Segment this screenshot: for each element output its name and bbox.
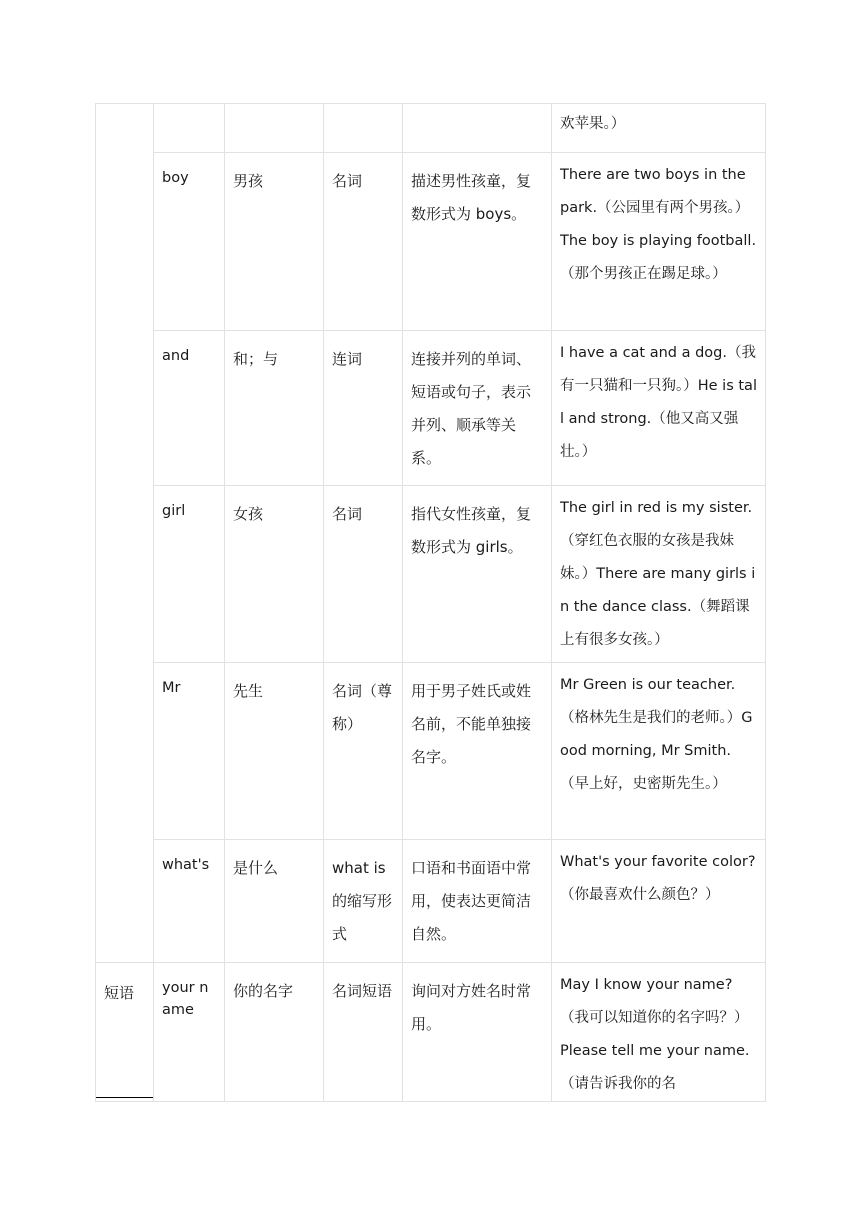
example-cell: I have a cat and a dog.（我有一只猫和一只狗。）He is tall and strong.（他又高又强壮。）: [552, 331, 766, 486]
meaning-cell: 男孩: [225, 153, 324, 331]
usage-cell: 连接并列的单词、短语或句子，表示并列、顺承等关系。: [403, 331, 552, 486]
example-cell: Mr Green is our teacher.（格林先生是我们的老师。）Good morning, Mr Smith.（早上好，史密斯先生。）: [552, 663, 766, 840]
meaning-cell: 是什么: [225, 840, 324, 963]
word-cell: your name: [154, 963, 225, 1102]
usage-cell: 口语和书面语中常用，使表达更简洁自然。: [403, 840, 552, 963]
usage-cell: 指代女性孩童，复数形式为 girls。: [403, 486, 552, 663]
pos-cell: 名词（尊称）: [324, 663, 403, 840]
word-cell: boy: [154, 153, 225, 331]
meaning-cell: 和；与: [225, 331, 324, 486]
meaning-cell: 你的名字: [225, 963, 324, 1102]
word-cell: what's: [154, 840, 225, 963]
table-row: [96, 963, 766, 1102]
word-cell: [154, 104, 225, 153]
table-row: [96, 840, 766, 963]
example-cell: May I know your name?（我可以知道你的名字吗？）Please tell me your name.（请告诉我你的名: [552, 963, 766, 1102]
table-row: [96, 331, 766, 486]
table-row: [96, 663, 766, 840]
example-cell: The girl in red is my sister.（穿红色衣服的女孩是我妹妹。）There are many girls in the dance class.（舞蹈课上有很多女孩。）: [552, 486, 766, 663]
usage-cell: 用于男子姓氏或姓名前，不能单独接名字。: [403, 663, 552, 840]
usage-cell: 询问对方姓名时常用。: [403, 963, 552, 1102]
category-cell-phrases: 短语: [96, 963, 154, 1102]
example-cell: There are two boys in the park.（公园里有两个男孩。）The boy is playing football.（那个男孩正在踢足球。）: [552, 153, 766, 331]
example-cell: What's your favorite color?（你最喜欢什么颜色？）: [552, 840, 766, 963]
example-cell: 欢苹果。）: [552, 104, 766, 153]
table-row: [96, 153, 766, 331]
meaning-cell: 先生: [225, 663, 324, 840]
meaning-cell: [225, 104, 324, 153]
word-cell: and: [154, 331, 225, 486]
usage-cell: [403, 104, 552, 153]
category-cell-words: [96, 104, 154, 963]
pos-cell: what is 的缩写形式: [324, 840, 403, 963]
pos-cell: 连词: [324, 331, 403, 486]
pos-cell: 名词: [324, 486, 403, 663]
pos-cell: [324, 104, 403, 153]
pos-cell: 名词短语: [324, 963, 403, 1102]
word-cell: girl: [154, 486, 225, 663]
pos-cell: 名词: [324, 153, 403, 331]
usage-cell: 描述男性孩童，复数形式为 boys。: [403, 153, 552, 331]
meaning-cell: 女孩: [225, 486, 324, 663]
table-row-continued: [96, 104, 766, 153]
vocabulary-table: [95, 103, 766, 1102]
word-cell: Mr: [154, 663, 225, 840]
table-row: [96, 486, 766, 663]
